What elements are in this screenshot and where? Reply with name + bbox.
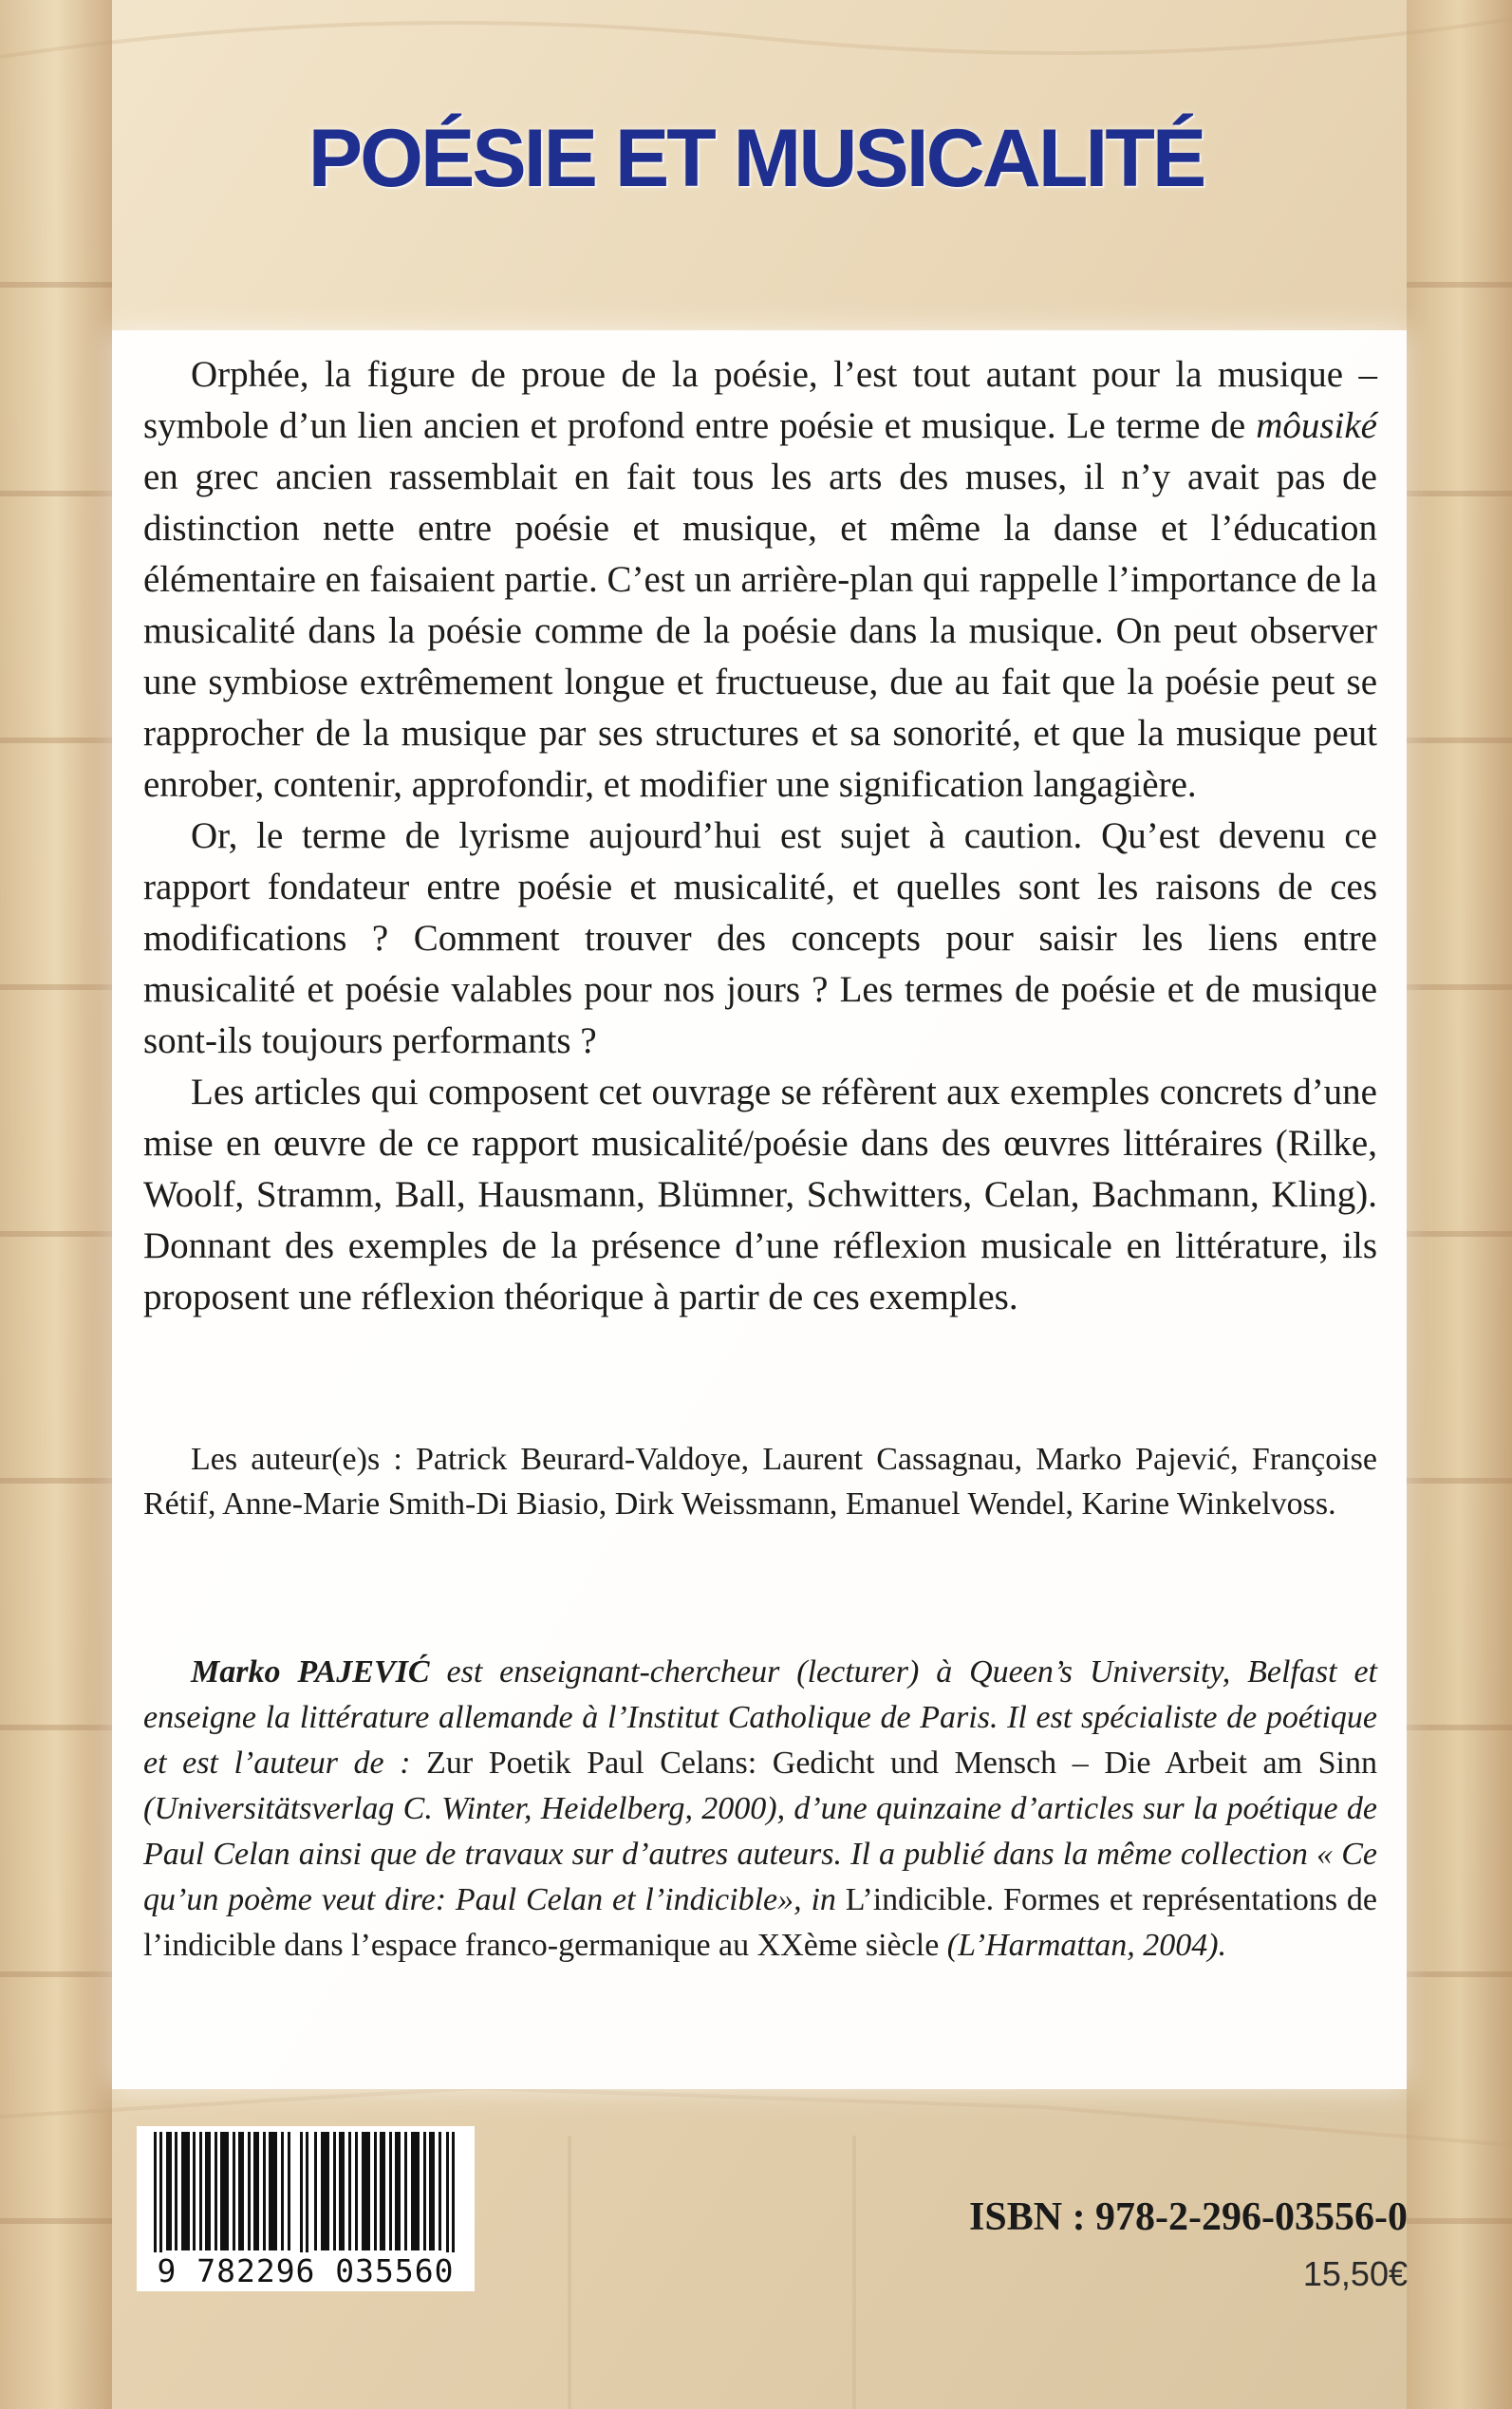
book-title: POÉSIE ET MUSICALITÉ	[308, 113, 1204, 204]
blurb-paragraph-1: Orphée, la figure de proue de la poésie, l’est tout autant pour la musique – symbole d’un lien ancien et profond entre poésie et musique. Le terme de môusiké en grec ancien rassemblait en fait tous les arts des muses, il n’y avait pas de distinction nette entre poésie et musique, et même la danse et l’éducation élémentaire en faisaient partie. C’est un arrière-plan qui rappelle l’importance de la musicalité dans la poésie comme de la poésie dans la musique. On peut observer une symbiose extrêmement longue et fructueuse, due au fait que la poésie peut se rapprocher de la musique par ses structures et sa sonorité, et que la musique peut enrober, contenir, approfondir, et modifier une signification langagière.	[143, 354, 1377, 805]
back-cover-text-panel	[112, 330, 1407, 2089]
barcode-digits: 9 782296 035560	[137, 2252, 475, 2289]
authors-text: Les auteur(e)s : Patrick Beurard-Valdoye, Laurent Cassagnau, Marko Pajević, Françoise Rétif, Anne-Marie Smith-Di Biasio, Dirk Weissmann, Emanuel Wendel, Karine Winkelvoss.	[143, 1442, 1377, 1522]
price: 15,50€	[1302, 2254, 1408, 2293]
editor-bio	[143, 1650, 1377, 1969]
blurb-paragraph-3: Les articles qui composent cet ouvrage se réfèrent aux exemples concrets d’une mise en œuvre de ce rapport musicalité/poésie dans des œuvres littéraires (Rilke, Woolf, Stramm, Ball, Hausmann, Blümner, Schwitters, Celan, Bachmann, Kling). Donnant des exemples de la présence d’une réflexion musicale en littérature, ils proposent une réflexion théorique à partir de ces exemples.	[143, 1072, 1377, 1317]
blurb-paragraph-2: Or, le terme de lyrisme aujourd’hui est sujet à caution. Qu’est devenu ce rapport fondateur entre poésie et musicalité, et quelles sont les raisons de ces modifications ? Comment trouver des concepts pour saisir les liens entre musicalité et poésie valables pour nos jours ? Les termes de poésie et de musique sont-ils toujours performants ?	[143, 815, 1377, 1061]
term-mousike: môusiké	[1256, 405, 1377, 446]
book-title-1: Zur Poetik Paul Celans: Gedicht und Mensch – Die Arbeit am Sinn	[426, 1746, 1377, 1781]
editor-bio-text: Marko PAJEVIĆ est enseignant-chercheur (lecturer) à Queen’s University, Belfast et enseigne la littérature allemande à l’Institut Catholique de Paris. Il est spécialiste de poétique et est l’auteur de : Zur Poetik Paul Celans: Gedicht und Mensch – Die Arbeit am Sinn (Universitätsverlag C. Winter, Heidelberg, 2000), d’une quinzaine d’articles sur la poétique de Paul Celan ainsi que de travaux sur d’autres auteurs. Il a publié dans la même collection « Ce qu’un poème veut dire: Paul Celan et l’indicible», in L’indicible. Formes et représentations de l’indicible dans l’espace franco-germanique au XXème siècle (L’Harmattan, 2004).	[143, 1654, 1377, 1963]
editor-name: Marko PAJEVIĆ	[191, 1654, 430, 1690]
book-title-2: L’indicible. Formes et représentations de l’indicible dans l’espace franco-germanique au XXème siècle	[143, 1882, 1377, 1963]
blurb	[143, 349, 1377, 1323]
isbn-number: ISBN : 978-2-296-03556-0	[969, 2195, 1408, 2239]
isbn-barcode	[137, 2126, 475, 2291]
authors-list	[143, 1437, 1377, 1526]
